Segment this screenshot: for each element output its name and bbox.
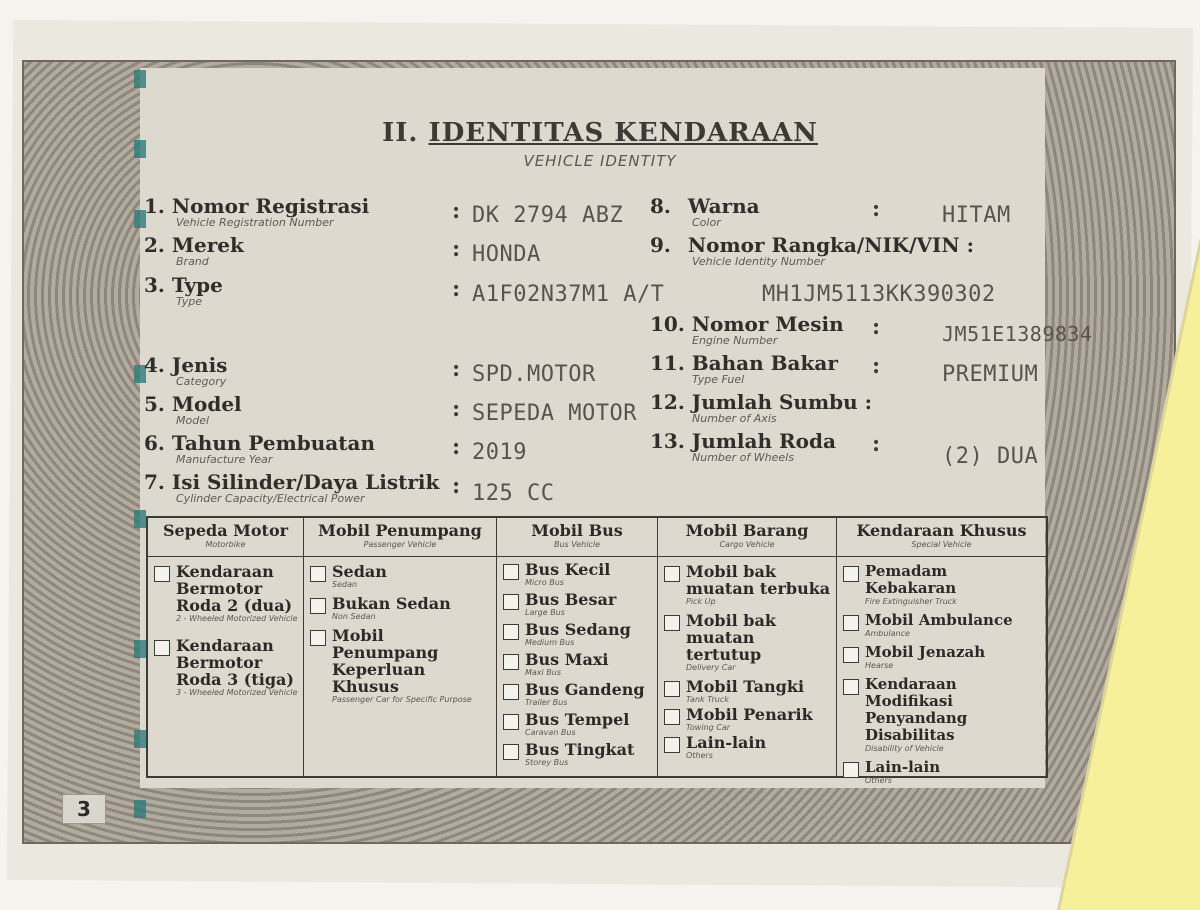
fuel-type-value: PREMIUM <box>942 362 1039 387</box>
cylinder-capacity-value: 125 CC <box>472 481 555 506</box>
field-manufacture-year: 6. Tahun Pembuatan Manufacture Year <box>144 431 375 466</box>
field-engine-number: 10. Nomor Mesin Engine Number <box>650 312 844 347</box>
category-option[interactable]: Mobil bak muatan tertutup Delivery Car <box>664 612 832 672</box>
checkbox[interactable] <box>664 709 680 725</box>
category-column-cargo-vehicle: Mobil Barang Cargo Vehicle Mobil bak muatan terbuka Pick Up Mobil bak muatan tertutup Delivery Car Mobil Tangki Tank Truck Mobil Penarik Towing Car Lain-lain Others <box>658 518 837 776</box>
checkbox[interactable] <box>664 566 680 582</box>
category-option[interactable]: Sedan Sedan <box>310 563 492 589</box>
security-thread-mark <box>134 730 146 748</box>
security-thread-mark <box>134 70 146 88</box>
page-number: 3 <box>62 794 106 824</box>
category-option[interactable]: Mobil Jenazah Hearse <box>843 644 1042 670</box>
category-option[interactable]: Kendaraan Bermotor Roda 2 (dua) 2 - Wheeled Motorized Vehicle <box>154 563 299 623</box>
checkbox[interactable] <box>843 566 859 582</box>
checkbox[interactable] <box>843 647 859 663</box>
category-option[interactable]: Mobil Penumpang Keperluan Khusus Passenger Car for Specific Purpose <box>310 627 492 704</box>
category-option[interactable]: Bus Kecil Micro Bus <box>503 561 653 587</box>
checkbox[interactable] <box>843 615 859 631</box>
field-number-of-wheels: 13. Jumlah Roda Number of Wheels <box>650 429 836 464</box>
checkbox[interactable] <box>154 640 170 656</box>
section-heading: IDENTITAS KENDARAAN <box>428 118 818 148</box>
category-option[interactable]: Bus Sedang Medium Bus <box>503 621 653 647</box>
checkbox[interactable] <box>503 714 519 730</box>
category-option[interactable]: Bukan Sedan Non Sedan <box>310 595 492 621</box>
checkbox[interactable] <box>664 737 680 753</box>
checkbox[interactable] <box>503 654 519 670</box>
checkbox[interactable] <box>503 624 519 640</box>
category-option[interactable]: Mobil Ambulance Ambulance <box>843 612 1042 638</box>
category-column-special-vehicle: Kendaraan Khusus Special Vehicle Pemadam Kebakaran Fire Extinguisher Truck Mobil Ambulance Ambulance Mobil Jenazah Hearse Kendaraan Modifikasi Penyandang Disabilitas Disability of Vehicle Lain-lain Others <box>837 518 1046 776</box>
security-thread-mark <box>134 800 146 818</box>
category-option[interactable]: Bus Maxi Maxi Bus <box>503 651 653 677</box>
category-option[interactable]: Kendaraan Bermotor Roda 3 (tiga) 3 - Wheeled Motorized Vehicle <box>154 637 299 697</box>
field-brand: 2. Merek Brand <box>144 233 244 268</box>
checkbox[interactable] <box>154 566 170 582</box>
manufacture-year-value: 2019 <box>472 440 527 465</box>
category-option[interactable]: Bus Tempel Caravan Bus <box>503 711 653 737</box>
section-subtitle: VEHICLE IDENTITY <box>523 152 677 170</box>
color-value: HITAM <box>942 203 1011 228</box>
checkbox[interactable] <box>843 762 859 778</box>
category-option[interactable]: Kendaraan Modifikasi Penyandang Disabilitas Disability of Vehicle <box>843 676 1042 753</box>
checkbox[interactable] <box>503 744 519 760</box>
category-option[interactable]: Bus Tingkat Storey Bus <box>503 741 653 767</box>
category-option[interactable]: Bus Besar Large Bus <box>503 591 653 617</box>
number-of-wheels-value: (2) DUA <box>942 444 1039 469</box>
category-option[interactable]: Mobil Tangki Tank Truck <box>664 678 832 704</box>
category-option[interactable]: Mobil Penarik Towing Car <box>664 706 832 732</box>
field-cylinder-capacity: 7. Isi Silinder/Daya Listrik Cylinder Capacity/Electrical Power <box>144 470 440 505</box>
category-option[interactable]: Lain-lain Others <box>664 734 832 760</box>
security-thread-mark <box>134 640 146 658</box>
checkbox[interactable] <box>503 684 519 700</box>
security-thread-mark <box>134 510 146 528</box>
field-type: 3. Type Type <box>144 273 223 308</box>
type-value: A1F02N37M1 A/T <box>472 282 665 307</box>
checkbox[interactable] <box>664 681 680 697</box>
category-option[interactable]: Mobil bak muatan terbuka Pick Up <box>664 563 832 606</box>
section-title <box>0 118 1200 148</box>
field-category: 4. Jenis Category <box>144 353 228 388</box>
registration-number-value: DK 2794 ABZ <box>472 203 624 228</box>
category-value: SPD.MOTOR <box>472 362 596 387</box>
checkbox[interactable] <box>310 630 326 646</box>
category-column-bus: Mobil Bus Bus Vehicle Bus Kecil Micro Bus Bus Besar Large Bus Bus Sedang Medium Bus Bus Maxi Maxi Bus Bus Gandeng Trailer Bus Bus Tempel Caravan Bus Bus Tingkat Storey Bus <box>497 518 658 776</box>
category-column-motorbike: Sepeda Motor Motorbike Kendaraan Bermotor Roda 2 (dua) 2 - Wheeled Motorized Vehicle Kendaraan Bermotor Roda 3 (tiga) 3 - Wheeled Motorized Vehicle <box>148 518 304 776</box>
category-option[interactable]: Bus Gandeng Trailer Bus <box>503 681 653 707</box>
vin-value: MH1JM5113KK390302 <box>762 282 996 307</box>
model-value: SEPEDA MOTOR <box>472 401 637 426</box>
field-vin: 9. Nomor Rangka/NIK/VIN : Vehicle Identity Number <box>650 233 975 268</box>
checkbox[interactable] <box>503 594 519 610</box>
engine-number-value: JM51E1389834 <box>942 322 1093 346</box>
vehicle-category-table <box>146 516 1048 785</box>
field-registration-number: 1. Nomor Registrasi Vehicle Registration Number <box>144 194 370 229</box>
checkbox[interactable] <box>843 679 859 695</box>
category-option[interactable]: Pemadam Kebakaran Fire Extinguisher Truck <box>843 563 1042 606</box>
category-option[interactable]: Lain-lain Others <box>843 759 1042 785</box>
checkbox[interactable] <box>310 566 326 582</box>
field-fuel-type: 11. Bahan Bakar Type Fuel <box>650 351 838 386</box>
field-model: 5. Model Model <box>144 392 242 427</box>
checkbox[interactable] <box>664 615 680 631</box>
field-number-of-axis: 12. Jumlah Sumbu : Number of Axis <box>650 390 873 425</box>
section-number: II. <box>382 118 419 148</box>
brand-value: HONDA <box>472 242 541 267</box>
checkbox[interactable] <box>503 564 519 580</box>
category-column-passenger-vehicle: Mobil Penumpang Passenger Vehicle Sedan Sedan Bukan Sedan Non Sedan Mobil Penumpang Keperluan Khusus Passenger Car for Specific Purpose <box>304 518 497 776</box>
field-color: 8. Warna Color <box>650 194 760 229</box>
checkbox[interactable] <box>310 598 326 614</box>
